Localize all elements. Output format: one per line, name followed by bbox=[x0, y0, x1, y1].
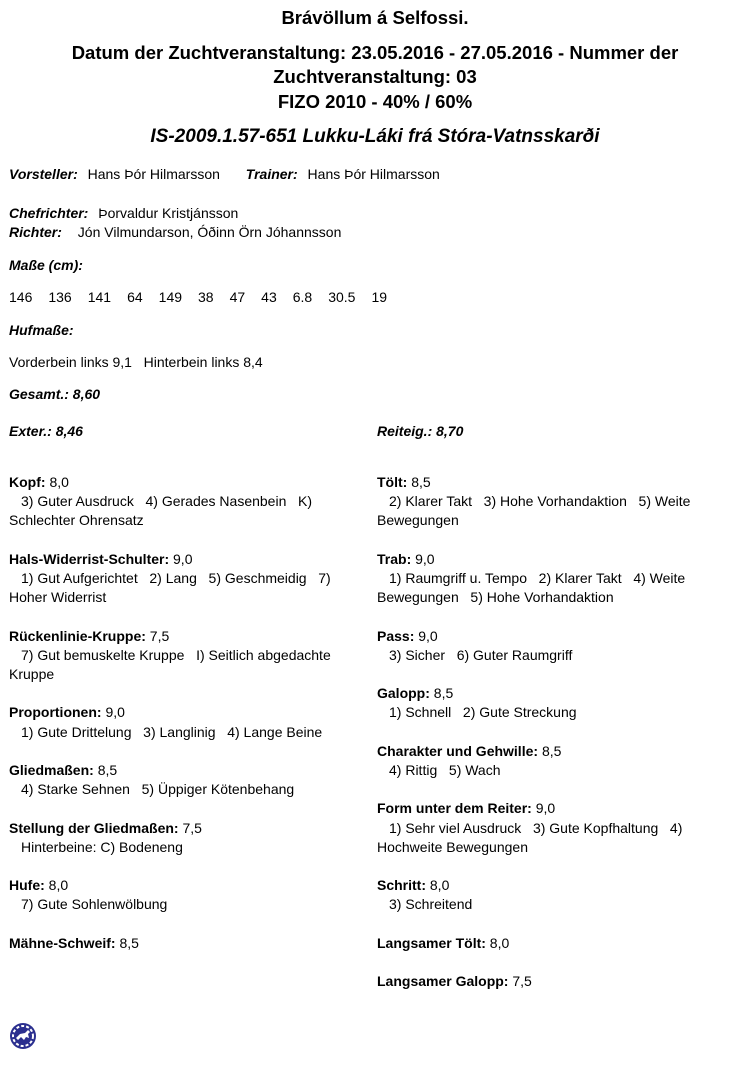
measurement-value: 47 bbox=[229, 289, 246, 305]
category-score: 7,5 bbox=[512, 973, 532, 990]
category-remarks: 3) Schreitend bbox=[389, 896, 473, 913]
category-remarks: 7) Gut bemuskelte Kruppe I) Seitlich abgedachte Kruppe bbox=[9, 646, 335, 682]
presenter-trainer-row bbox=[9, 165, 440, 183]
event-line-2: Zuchtveranstaltung: 03 bbox=[273, 66, 477, 87]
category-score: 8,0 bbox=[48, 877, 69, 894]
score-category bbox=[377, 742, 727, 780]
trainer-name: Hans Þór Hilmarsson bbox=[307, 166, 440, 182]
score-category bbox=[377, 550, 727, 608]
category-name: Tölt: bbox=[377, 474, 408, 490]
category-remarks: 1) Gute Drittelung 3) Langlinig 4) Lange Beine bbox=[21, 723, 323, 740]
fizo-line: FIZO 2010 - 40% / 60% bbox=[277, 91, 473, 112]
category-name: Pass: bbox=[377, 627, 415, 644]
category-header bbox=[9, 703, 359, 722]
score-category bbox=[9, 934, 359, 953]
category-header bbox=[377, 876, 727, 895]
category-name: Form unter dem Reiter: bbox=[377, 800, 532, 817]
category-header bbox=[377, 972, 727, 991]
category-name: Langsamer Galopp: bbox=[377, 973, 509, 990]
total-score: Gesamt.: 8,60 bbox=[9, 386, 101, 402]
score-category bbox=[9, 550, 359, 608]
measurement-value: 6.8 bbox=[292, 289, 313, 305]
category-header bbox=[9, 876, 359, 895]
category-score: 8,5 bbox=[411, 474, 431, 490]
location-title: Brávöllum á Selfossi. bbox=[281, 7, 469, 28]
score-category bbox=[9, 876, 359, 914]
score-category bbox=[9, 473, 359, 531]
category-header bbox=[9, 473, 359, 492]
category-score: 7,5 bbox=[182, 819, 202, 836]
category-name: Kopf: bbox=[9, 474, 46, 490]
category-name: Rückenlinie-Kruppe: bbox=[9, 627, 146, 644]
category-remarks: 7) Gute Sohlenwölbung bbox=[21, 896, 168, 913]
category-header bbox=[9, 550, 359, 569]
rideability-list bbox=[377, 473, 727, 1011]
trainer-label: Trainer: bbox=[245, 166, 298, 182]
category-header bbox=[9, 627, 359, 646]
category-name: Gliedmaßen: bbox=[9, 761, 94, 778]
category-remarks: 3) Sicher 6) Guter Raumgriff bbox=[389, 646, 573, 663]
category-score: 9,0 bbox=[173, 550, 193, 567]
horse-name: IS-2009.1.57-651 Lukku-Láki frá Stóra-Vatnsskarði bbox=[150, 126, 600, 147]
category-header bbox=[377, 550, 727, 569]
category-score: 9,0 bbox=[535, 800, 556, 817]
judges-row bbox=[9, 223, 341, 241]
category-name: Galopp: bbox=[377, 685, 430, 702]
category-remarks: Hinterbeine: C) Bodeneng bbox=[21, 838, 183, 855]
category-name: Hals-Widerrist-Schulter: bbox=[9, 550, 170, 567]
category-score: 9,0 bbox=[105, 704, 125, 721]
category-name: Mähne-Schweif: bbox=[9, 934, 116, 951]
score-category bbox=[377, 934, 727, 953]
measurement-value: 64 bbox=[127, 289, 143, 305]
score-category bbox=[377, 799, 727, 857]
category-header bbox=[9, 934, 359, 953]
category-score: 8,5 bbox=[541, 742, 562, 759]
event-line-1: Datum der Zuchtveranstaltung: 23.05.2016 - 27.05.2016 - Nummer der bbox=[71, 42, 679, 63]
score-category bbox=[377, 627, 727, 665]
category-name: Schritt: bbox=[377, 877, 426, 894]
category-name: Proportionen: bbox=[9, 704, 102, 721]
category-name: Stellung der Gliedmaßen: bbox=[9, 819, 179, 836]
score-category bbox=[9, 819, 359, 857]
feif-logo-icon bbox=[8, 1021, 38, 1051]
presenter-name: Hans Þór Hilmarsson bbox=[87, 166, 220, 182]
category-score: 8,0 bbox=[489, 934, 510, 951]
score-category bbox=[9, 761, 359, 799]
score-category bbox=[9, 627, 359, 685]
measurement-value: 38 bbox=[198, 289, 214, 305]
category-score: 8,5 bbox=[433, 685, 454, 702]
category-header bbox=[377, 742, 727, 761]
judges-names: Jón Vilmundarson, Óðinn Örn Jóhannsson bbox=[77, 224, 342, 240]
measurement-value: 43 bbox=[261, 289, 277, 305]
hooves-label: Hufmaße: bbox=[9, 322, 74, 338]
category-score: 8,0 bbox=[49, 474, 69, 490]
chief-judge-name: Þorvaldur Kristjánsson bbox=[98, 205, 239, 221]
category-header bbox=[377, 799, 727, 818]
category-remarks: 1) Raumgriff u. Tempo 2) Klarer Takt 4) Weite Bewegungen 5) Hohe Vorhandaktion bbox=[377, 570, 690, 606]
category-score: 8,0 bbox=[429, 877, 450, 894]
category-name: Langsamer Tölt: bbox=[377, 934, 486, 951]
category-score: 9,0 bbox=[415, 550, 435, 567]
measurement-value: 141 bbox=[87, 289, 112, 305]
category-score: 8,5 bbox=[97, 761, 118, 778]
category-remarks: 1) Sehr viel Ausdruck 3) Gute Kopfhaltung 4) Hochweite Bewegungen bbox=[377, 819, 687, 855]
category-score: 8,5 bbox=[119, 934, 139, 951]
presenter-label: Vorsteller: bbox=[9, 166, 78, 182]
category-header bbox=[377, 934, 727, 953]
measurement-value: 19 bbox=[371, 289, 388, 305]
score-category bbox=[377, 684, 727, 722]
category-remarks: 4) Starke Sehnen 5) Üppiger Kötenbehang bbox=[21, 781, 295, 798]
conformation-score: Exter.: 8,46 bbox=[9, 423, 83, 439]
conformation-list bbox=[9, 473, 359, 972]
category-remarks: 1) Gut Aufgerichtet 2) Lang 5) Geschmeidig 7) Hoher Widerrist bbox=[9, 570, 335, 606]
measurement-value: 149 bbox=[158, 289, 183, 305]
measurement-value: 136 bbox=[48, 289, 72, 305]
category-name: Charakter und Gehwille: bbox=[377, 742, 539, 759]
category-remarks: 1) Schnell 2) Gute Streckung bbox=[389, 704, 577, 721]
category-header bbox=[377, 684, 727, 703]
measurement-value: 146 bbox=[9, 289, 33, 305]
category-remarks: 4) Rittig 5) Wach bbox=[389, 761, 501, 778]
measurement-value: 30.5 bbox=[328, 289, 356, 305]
score-category bbox=[377, 972, 727, 991]
score-category bbox=[377, 876, 727, 914]
category-score: 9,0 bbox=[418, 627, 438, 644]
judges-label: Richter: bbox=[9, 224, 62, 240]
score-category bbox=[377, 473, 727, 531]
category-header bbox=[9, 819, 359, 838]
category-name: Hufe: bbox=[9, 877, 45, 894]
category-remarks: 3) Guter Ausdruck 4) Gerades Nasenbein K) Schlechter Ohrensatz bbox=[9, 493, 316, 529]
category-header bbox=[377, 627, 727, 646]
category-header bbox=[9, 761, 359, 780]
category-remarks: 2) Klarer Takt 3) Hohe Vorhandaktion 5) Weite Bewegungen bbox=[377, 493, 695, 529]
category-header bbox=[377, 473, 727, 492]
chief-judge-row bbox=[9, 204, 238, 222]
rideability-score: Reiteig.: 8,70 bbox=[377, 423, 464, 439]
measurements-label: Maße (cm): bbox=[9, 257, 83, 273]
measurements-values bbox=[9, 288, 403, 306]
hooves-values: Vorderbein links 9,1 Hinterbein links 8,4 bbox=[9, 354, 263, 370]
category-name: Trab: bbox=[377, 550, 412, 567]
category-score: 7,5 bbox=[149, 627, 170, 644]
chief-judge-label: Chefrichter: bbox=[9, 205, 89, 221]
score-category bbox=[9, 703, 359, 741]
